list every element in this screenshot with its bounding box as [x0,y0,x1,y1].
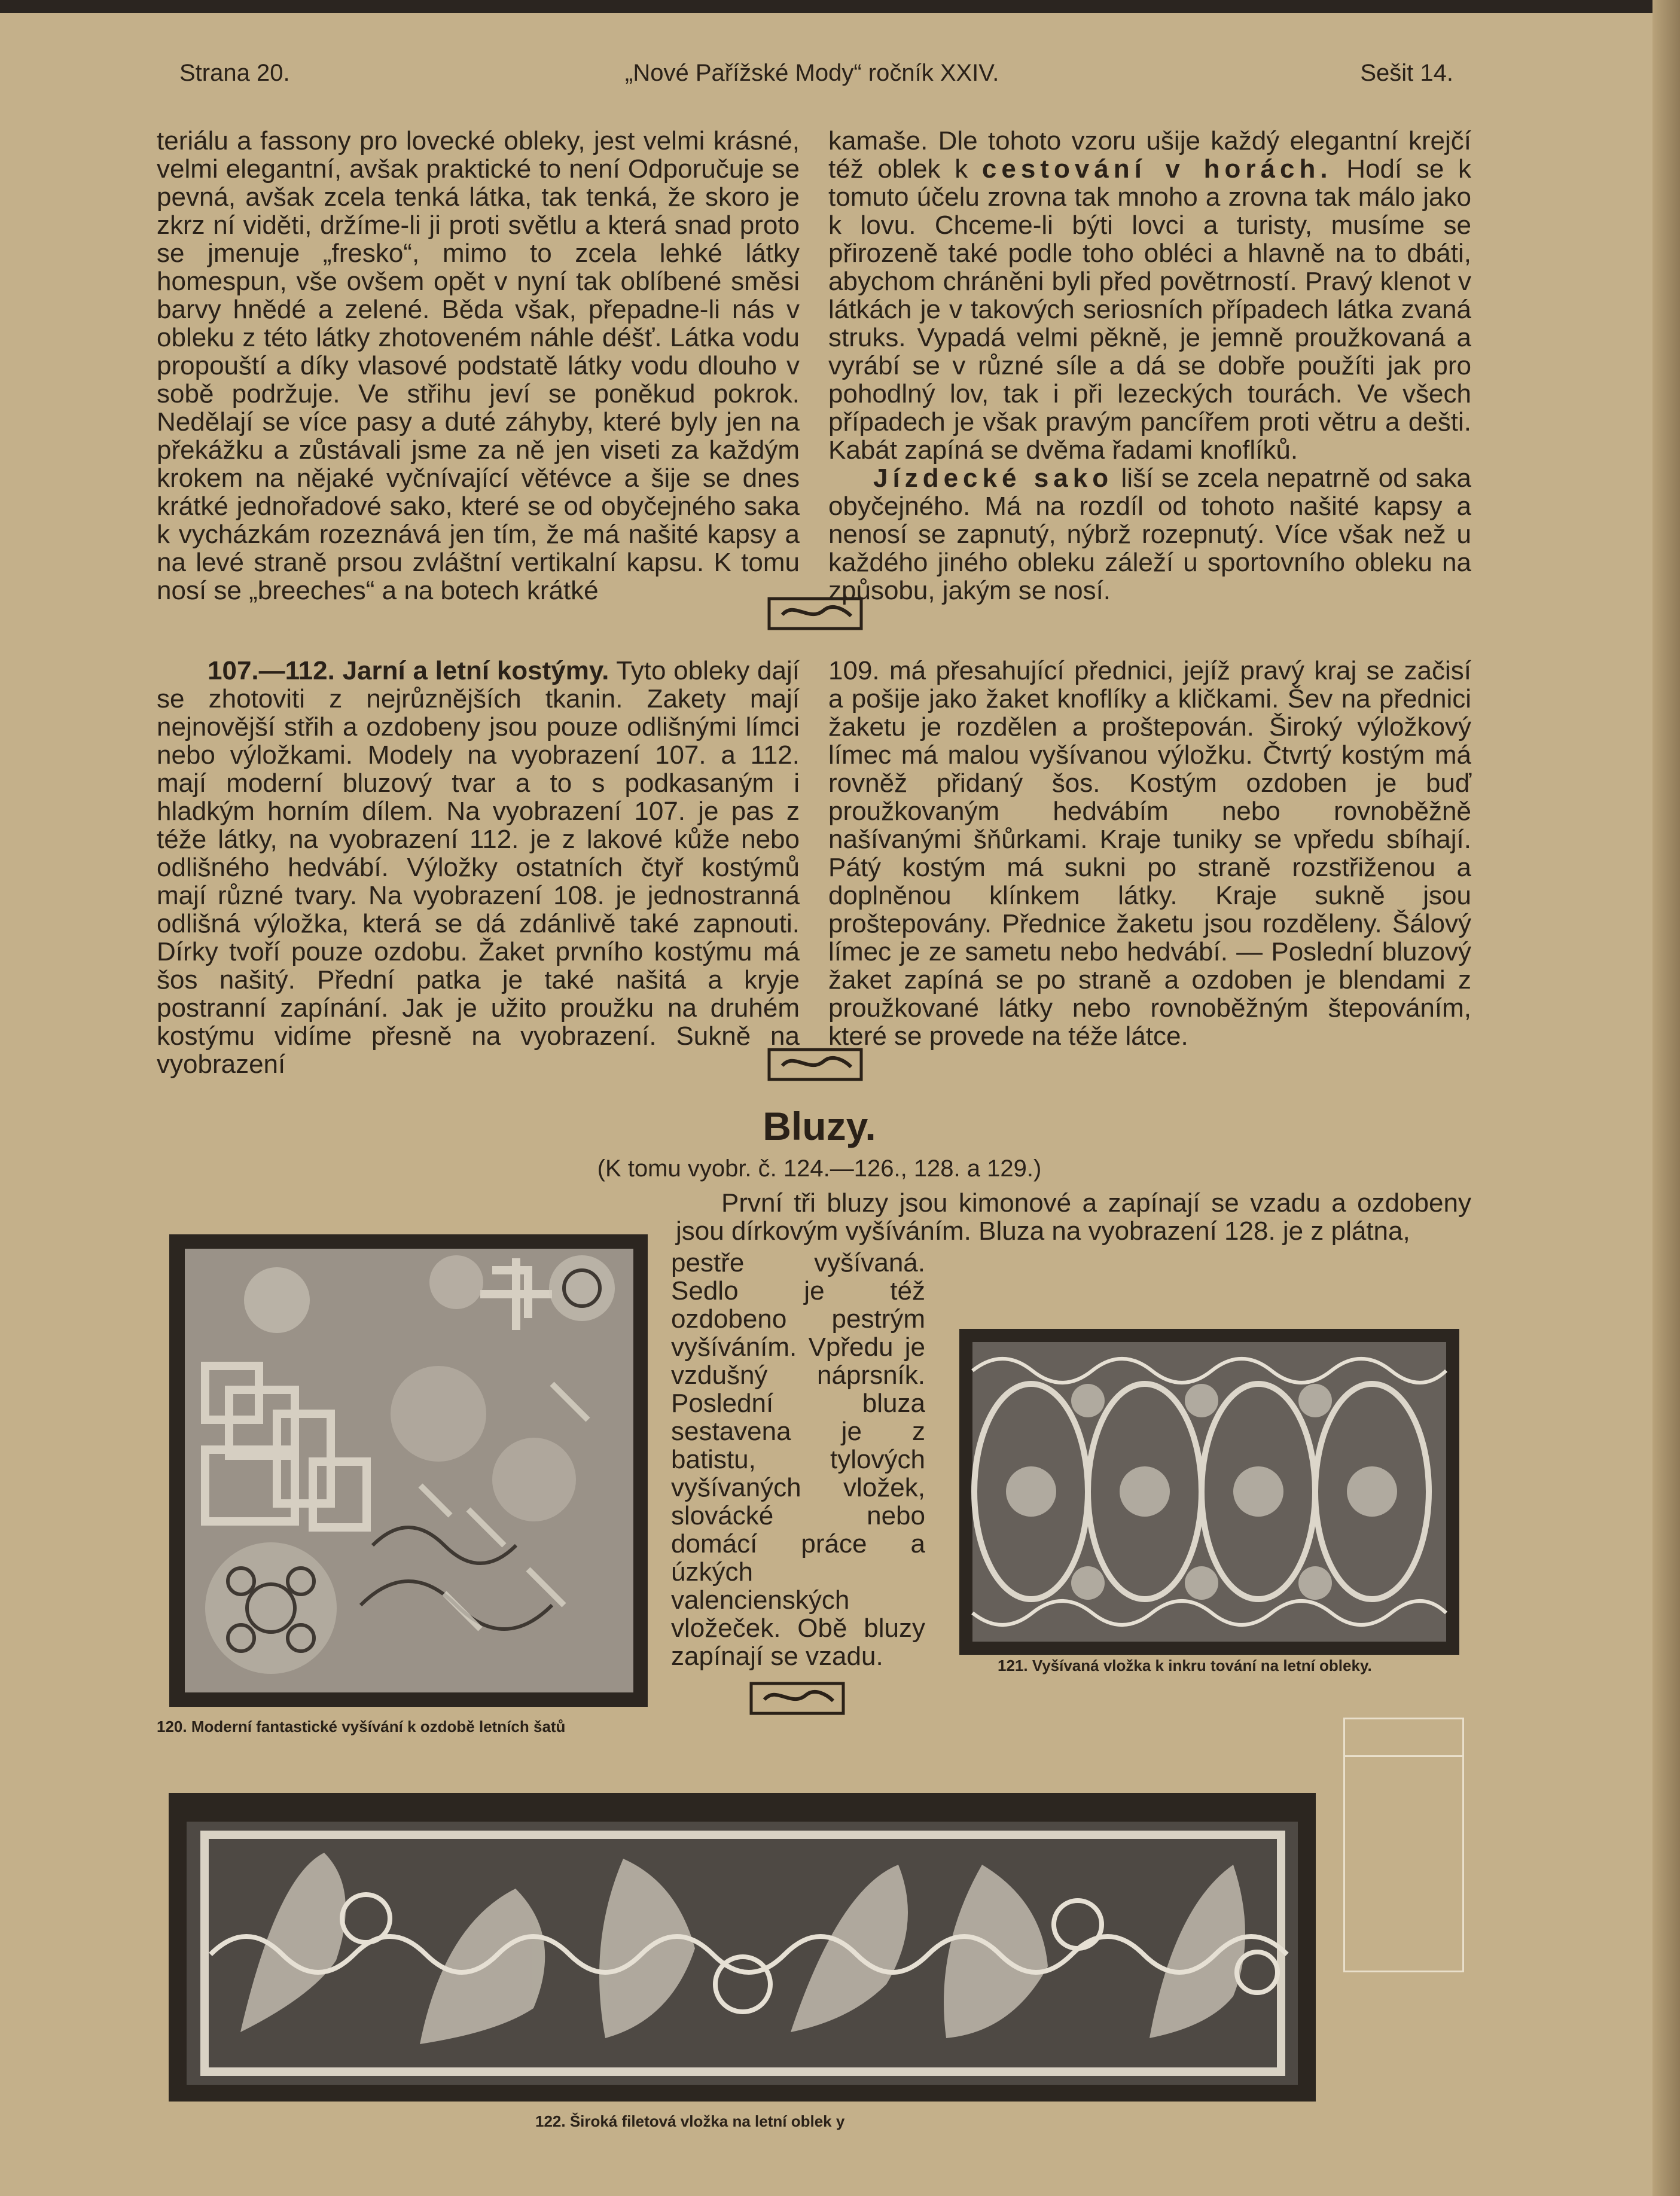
section1-right-text-b: Hodí se k tomuto účelu zrovna tak mnoho a zrovna tak málo jako k lovu. Chceme-li býti lovci a turisty, musíme se přirozeně také podle toho obléci a hlavně na to dbáti, abychom chráněni byli před povětrností. Pravý klenot v látkách je v takových seriosních případech látka zvaná struks. Vypadá velmi pěkně, je jemně proužkovaná a vyrábí se v různé síle a dá se dobře použíti jak pro pohodlný lov, tak i při lezeckých tourách. Ve všech případech je však pravým pancířem proti větru a dešti. Kabát zapíná se dvěma řadami knoflíků. [828,154,1471,465]
section1-right-text-a: kamaše. Dle tohoto vzoru ušije každý elegantní krejčí též oblek k [828,126,1471,184]
figure-121-lace-image [959,1329,1459,1655]
section2-left-text: Tyto obleky dají se zhotoviti z nejrůznějších tkanin. Zakety mají nejnovější střih a ozdobeny jsou pouze odlišnými límci nebo výložkami. Modely na vyobrazení 107. a 112. mají moderní bluzový tvar a to s podkasaným i hladkým horním dílem. Na vyobrazení 107. je pas z téže látky, na vyobrazení 112. je z lakové kůže nebo odlišného hedvábí. Výložky ostatních čtyř kostýmů mají různé tvary. Na vyobrazení 108. je jednostranná odlišná výložka, která se dá zdánlivě také zapnouti. Dírky tvoří pouze ozdobu. Žaket prvního kostýmu má šos našitý. Přední patka je také našitá a kryje postranní zapínání. Jak je užito proužku na druhém kostýmu vidíme přesně na vyobrazení. Sukně na vyobrazení [157,656,800,1079]
section2-heading: 107.—112. Jarní a letní kostýmy. [208,656,609,685]
figure-121-caption: 121. Vyšívaná vložka k inkru tování na letní obleky. [998,1657,1372,1675]
section1-right-column [828,127,1471,605]
section1-left-text: teriálu a fassony pro lovecké obleky, jest velmi krásné, velmi elegantní, avšak praktické to není Odporučuje se pevná, avšak zcela tenká látka, tak tenká, že skoro je zkrz ní viděti, držíme-li ji proti světlu a která snad proto se jmenuje „fresko“, mimo to zcela lehké látky homespun, vše ovšem opět v nyní tak oblíbené směsi barvy hnědé a zelené. Běda však, přepadne-li nás v obleku z této látky zhotoveném náhle déšť. Látka vodu propouští a díky vlasové podstatě látky vodu dlouho v sobě podržuje. Ve střihu jeví se poněkud pokrok. Nedělají se více pasy a duté záhyby, které byly jen na překážku a zůstávali jsme za ně jen viseti za každým krokem na nějaké vyčnívající větévce a šije se dnes krátké jednořadové sako, které se od obyčejného saka k vycházkám rozeznává jen tím, že má našité kapsy a na levé straně prsou zvláštní vertikalní kapsu. K tomu nosí se „breeches“ a na botech krátké [157,126,800,605]
section2-left-column [157,657,800,1078]
section1-right-text-c: liší se zcela nepatrně od saka obyčejného. Má na rozdíl od tohoto našité kapsy a nenosí se zapnutý, nýbrž rozepnutý. Více však než u každého jiného obleku záleží u sportovního obleku na způsobu, jakým se nosí. [828,463,1472,605]
section1-left-column [157,127,800,605]
figure-122-caption: 122. Široká filetová vložka na letní oblek y [535,2112,845,2130]
section1-spaced-heading-1: cestování v horách. [981,154,1333,184]
running-header [179,60,1453,102]
issue-number: Sešit 14. [1360,60,1453,86]
ornament-divider-3 [749,1682,845,1715]
page-number: Strana 20. [179,60,290,86]
section3-subtitle: (K tomu vyobr. č. 124.—126., 128. a 129.) [597,1155,1042,1182]
section2-left-paragraph [157,657,800,1078]
section3-narrow-text: pestře vyšívaná. Sedlo je též ozdobeno pestrým vyšíváním. Vpředu je vzdušný náprsník. Poslední bluza sestavena je z batistu, tylových vyšívaných vložek, slovácké nebo domácí práce a úzkých valencienských vložeček. Obě bluzy zapínají se vzadu. [671,1248,925,1671]
section1-right-paragraph-1 [828,127,1471,464]
section2-right-text: 109. má přesahující přednici, jejíž pravý kraj se začisí a pošije jako žaket knoflíky a kličkami. Šev na přednici žaketu je rozdělen a proštepován. Široký výložkový límec má malou vyšívanou výložku. Čtvrtý kostým má rovněž přidaný šos. Kostým ozdoben je buď proužkovaným hedvábím nebo rovnoběžně našívanými šňůrkami. Kraje tuniky se vpředu sbíhají. Pátý kostým má sukni po straně rozstřiženou a doplněnou klínkem látky. Kraje sukně jsou proštepovány. Přednice žaketu jsou rozděleny. Šálový límec je ze sametu nebo hedvábí. — Poslední bluzový žaket zapíná se po straně a ozdoben je blendami z proužkované látky nebo rovnoběžným štepováním, které se provede na téže látce. [828,656,1471,1051]
section1-spaced-heading-2: Jízdecké sako [873,463,1114,493]
ornament-divider-2 [767,1048,863,1081]
figure-120-embroidery-image [169,1234,648,1707]
scan-right-edge [1652,0,1680,2196]
journal-title: „Nové Pařížské Mody“ ročník XXIV. [625,60,999,86]
figure-120-caption: 120. Moderní fantastické vyšívání k ozdobě letních šatů [157,1718,566,1736]
section2-right-column [828,657,1471,1050]
figure-122-filet-lace-image [169,1793,1316,2102]
empty-frame-rule [1343,1755,1462,1757]
scan-top-edge [0,0,1680,13]
section1-right-paragraph-2 [828,464,1471,605]
section3-narrow-column [671,1249,925,1670]
section3-intro: První tři bluzy jsou kimonové a zapínají se vzadu a ozdobeny jsou dírkovým vyšíváním. Bluza na vyobrazení 128. je z plátna, [676,1188,1471,1246]
ornament-divider-1 [767,597,863,630]
section3-title: Bluzy. [763,1104,876,1148]
